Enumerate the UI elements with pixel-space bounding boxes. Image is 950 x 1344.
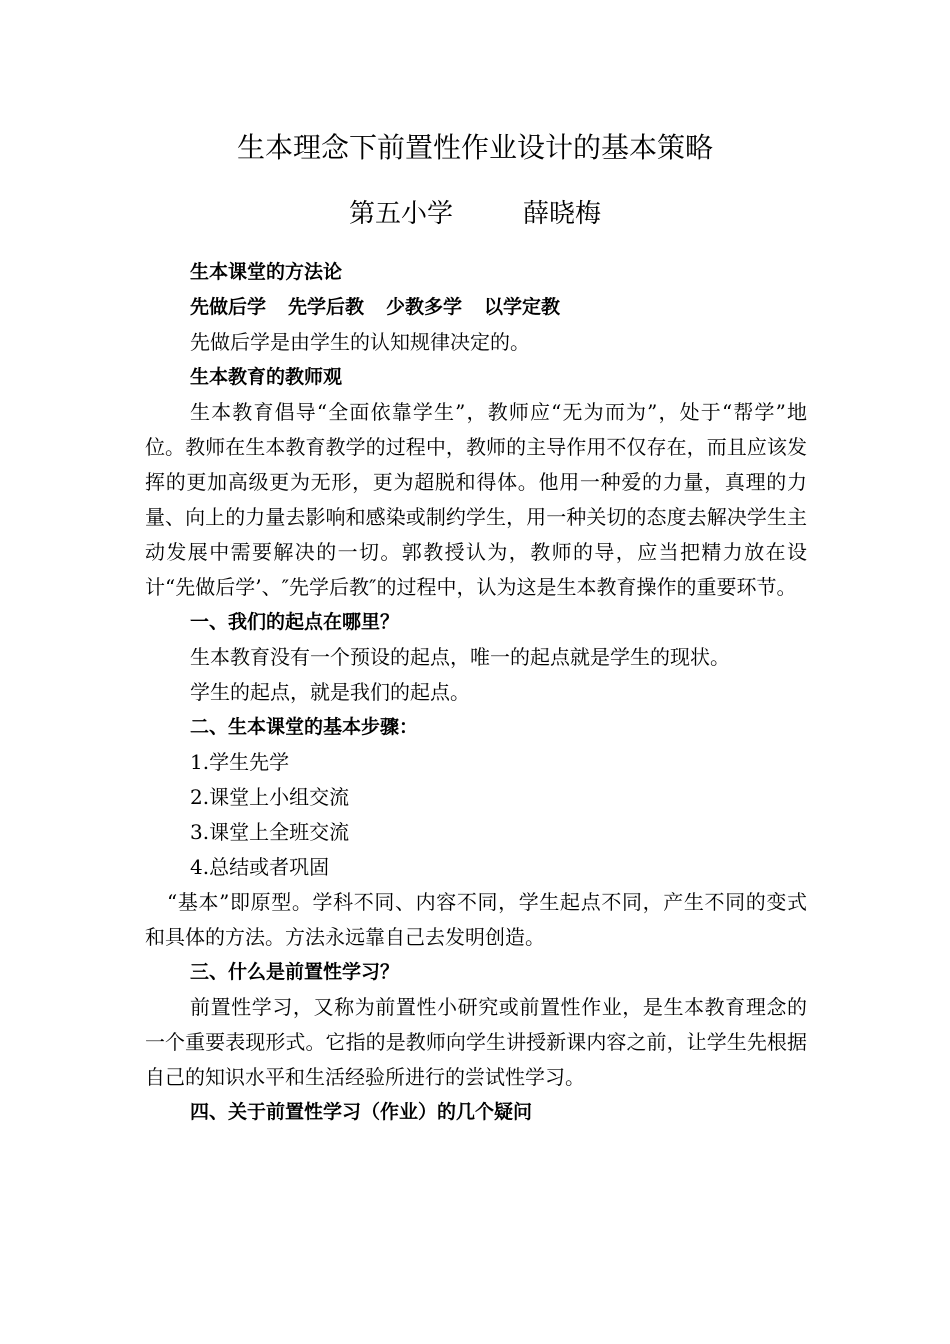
document-body [145, 255, 807, 1130]
heading-section-4: 四、关于前置性学习（作业）的几个疑问 [190, 1101, 533, 1123]
methodology-item: 先做后学 [190, 296, 267, 318]
heading-section-2: 二、生本课堂的基本步骤： [190, 716, 419, 738]
heading-section-3: 三、什么是前置性学习？ [190, 961, 400, 983]
author-school: 第五小学 [348, 199, 453, 229]
methodology-items [145, 290, 807, 325]
methodology-item: 少教多学 [386, 296, 463, 318]
section-3-paragraph: 前置性学习，又称为前置性小研究或前置性作业，是生本教育理念的一个重要表现形式。它指的是教师向学生讲授新课内容之前，让学生先根据自己的知识水平和生活经验所进行的尝试性学习。 [145, 995, 807, 1089]
methodology-item: 先学后教 [288, 296, 365, 318]
author-line [0, 195, 950, 233]
section-1-line-1: 生本教育没有一个预设的起点，唯一的起点就是学生的现状。 [190, 645, 730, 669]
step-item: 3.课堂上全班交流 [190, 820, 350, 844]
heading-section-1: 一、我们的起点在哪里？ [190, 611, 400, 633]
section-1-line-2: 学生的起点，就是我们的起点。 [190, 680, 470, 704]
heading-teacher-view: 生本教育的教师观 [190, 366, 343, 388]
section-2-note: “基本”即原型。学科不同、内容不同，学生起点不同，产生不同的变式和具体的方法。方法永远靠自己去发明创造。 [145, 890, 807, 949]
document-title: 生本理念下前置性作业设计的基本策略 [236, 131, 713, 164]
step-item: 2.课堂上小组交流 [190, 785, 350, 809]
step-item: 4.总结或者巩固 [190, 855, 330, 879]
teacher-view-paragraph: 生本教育倡导“全面依靠学生”，教师应“无为而为”，处于“帮学”地位。教师在生本教育教学的过程中，教师的主导作用不仅存在，而且应该发挥的更加高级更为无形，更为超脱和得体。他用一种爱的力量，真理的力量、向上的力量去影响和感染或制约学生，用一种关切的态度去解决学生主动发展中需要解决的一切。郭教授认为，教师的导，应当把精力放在设计“先做后学’、″先学后教″的过程中，认为这是生本教育操作的重要环节。 [145, 400, 807, 599]
step-item: 1.学生先学 [190, 750, 290, 774]
methodology-text: 先做后学是由学生的认知规律决定的。 [190, 330, 530, 354]
author-name: 薛晓梅 [523, 199, 602, 229]
heading-methodology: 生本课堂的方法论 [190, 261, 343, 283]
methodology-item: 以学定教 [484, 296, 561, 318]
